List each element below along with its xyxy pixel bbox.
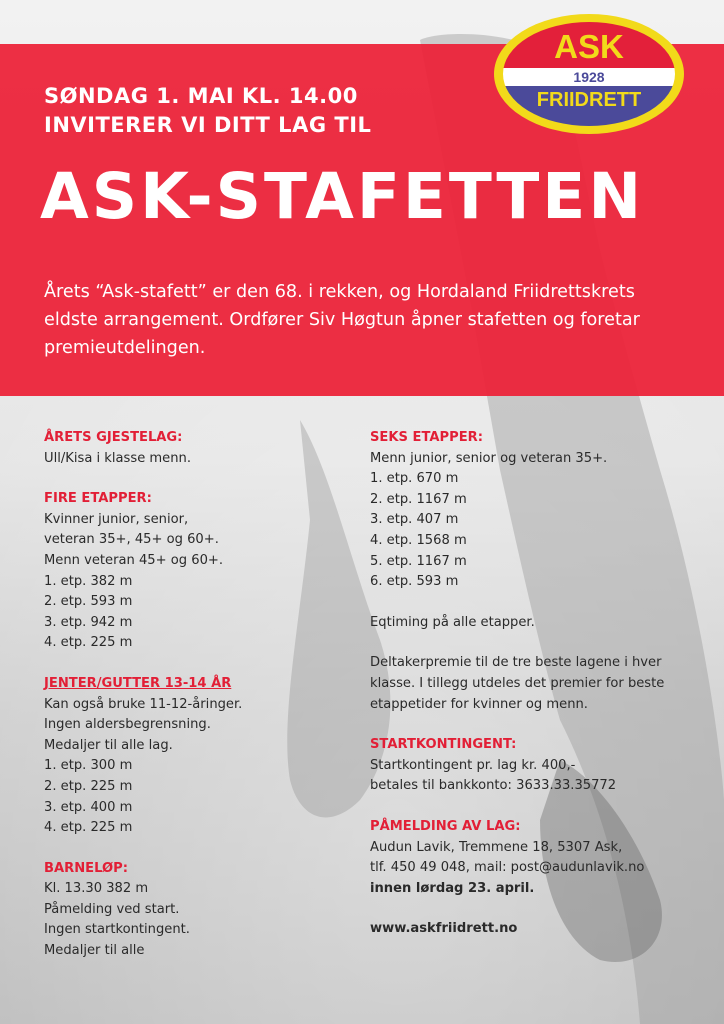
intro-paragraph: Årets “Ask-stafett” er den 68. i rekken, og Hordaland Friidrettskrets eldste arrangement. Ordfører Siv Høgtun åpner stafetten og foretar premieutdelingen. [44, 282, 640, 358]
section-jenter-gutter [44, 674, 344, 839]
seks-line: Menn junior, senior og veteran 35+. [370, 450, 608, 466]
seks-line: 6. etp. 593 m [370, 574, 459, 590]
heading-pamelding: PÅMELDING AV LAG: [370, 818, 521, 834]
startkontingent-line: betales til bankkonto: 3633.33.35772 [370, 778, 617, 794]
barnelop-line: Ingen startkontingent. [44, 922, 190, 938]
logo-year-text: 1928 [573, 69, 605, 85]
heading-fire-etapper: FIRE ETAPPER: [44, 491, 152, 507]
fire-line: 2. etp. 593 m [44, 594, 133, 610]
heading-barnelop: BARNELØP: [44, 860, 128, 876]
gjestelag-line: Ull/Kisa i klasse menn. [44, 450, 191, 466]
invite-line: INVITERER VI DITT LAG TIL [44, 113, 372, 137]
section-startkontingent [370, 735, 700, 797]
pamelding-deadline: innen lørdag 23. april. [370, 880, 535, 896]
jenter-line: 2. etp. 225 m [44, 778, 133, 794]
fire-line: 1. etp. 382 m [44, 573, 133, 589]
seks-line: 2. etp. 1167 m [370, 491, 467, 507]
jenter-line: 1. etp. 300 m [44, 758, 133, 774]
section-gjestelag [44, 428, 344, 469]
fire-line: 4. etp. 225 m [44, 635, 133, 651]
section-seks-etapper [370, 428, 700, 593]
barnelop-line: Medaljer til alle [44, 943, 145, 959]
seks-line: 1. etp. 670 m [370, 471, 459, 487]
premie-line: klasse. I tillegg utdeles det premier for beste [370, 675, 665, 691]
pamelding-line: Audun Lavik, Tremmene 18, 5307 Ask, [370, 839, 623, 855]
pamelding-line: tlf. 450 49 048, mail: post@audunlavik.no [370, 860, 645, 876]
fire-line: 3. etp. 942 m [44, 614, 133, 630]
premie-line: etappetider for kvinner og menn. [370, 696, 588, 712]
jenter-line: Medaljer til alle lag. [44, 737, 173, 753]
right-column [370, 428, 700, 940]
seks-line: 3. etp. 407 m [370, 512, 459, 528]
left-column [44, 428, 344, 962]
ask-friidrett-logo [492, 12, 686, 136]
logo-friidrett-text: FRIIDRETT [536, 89, 642, 111]
heading-gjestelag: ÅRETS GJESTELAG: [44, 430, 183, 445]
heading-startkontingent: STARTKONTINGENT: [370, 737, 517, 753]
section-eqtiming [370, 613, 700, 634]
startkontingent-line: Startkontingent pr. lag kr. 400,- [370, 757, 576, 773]
section-barnelop [44, 859, 344, 962]
jenter-line: 3. etp. 400 m [44, 799, 133, 815]
barnelop-line: Påmelding ved start. [44, 901, 180, 917]
website-link[interactable]: www.askfriidrett.no [370, 921, 518, 937]
seks-line: 5. etp. 1167 m [370, 553, 467, 569]
section-website [370, 919, 700, 940]
fire-line: Menn veteran 45+ og 60+. [44, 552, 224, 568]
seks-line: 4. etp. 1568 m [370, 532, 467, 548]
heading-jenter-gutter: JENTER/GUTTER 13-14 ÅR [44, 675, 232, 691]
premie-line: Deltakerpremie til de tre beste lagene i hver [370, 655, 662, 671]
jenter-line: 4. etp. 225 m [44, 820, 133, 836]
jenter-line: Kan også bruke 11-12-åringer. [44, 696, 243, 712]
section-premie [370, 653, 700, 715]
heading-seks-etapper: SEKS ETAPPER: [370, 430, 483, 445]
section-fire-etapper [44, 489, 344, 654]
eqtiming-line: Eqtiming på alle etapper. [370, 614, 535, 630]
logo-ask-text: ASK [554, 28, 624, 65]
fire-line: Kvinner junior, senior, [44, 511, 189, 527]
section-pamelding [370, 817, 700, 899]
fire-line: veteran 35+, 45+ og 60+. [44, 532, 219, 548]
date-line: SØNDAG 1. MAI KL. 14.00 [44, 84, 358, 108]
barnelop-line: Kl. 13.30 382 m [44, 881, 149, 897]
jenter-line: Ingen aldersbegrensning. [44, 717, 211, 733]
event-title: ASK-STAFETTEN [40, 160, 645, 233]
